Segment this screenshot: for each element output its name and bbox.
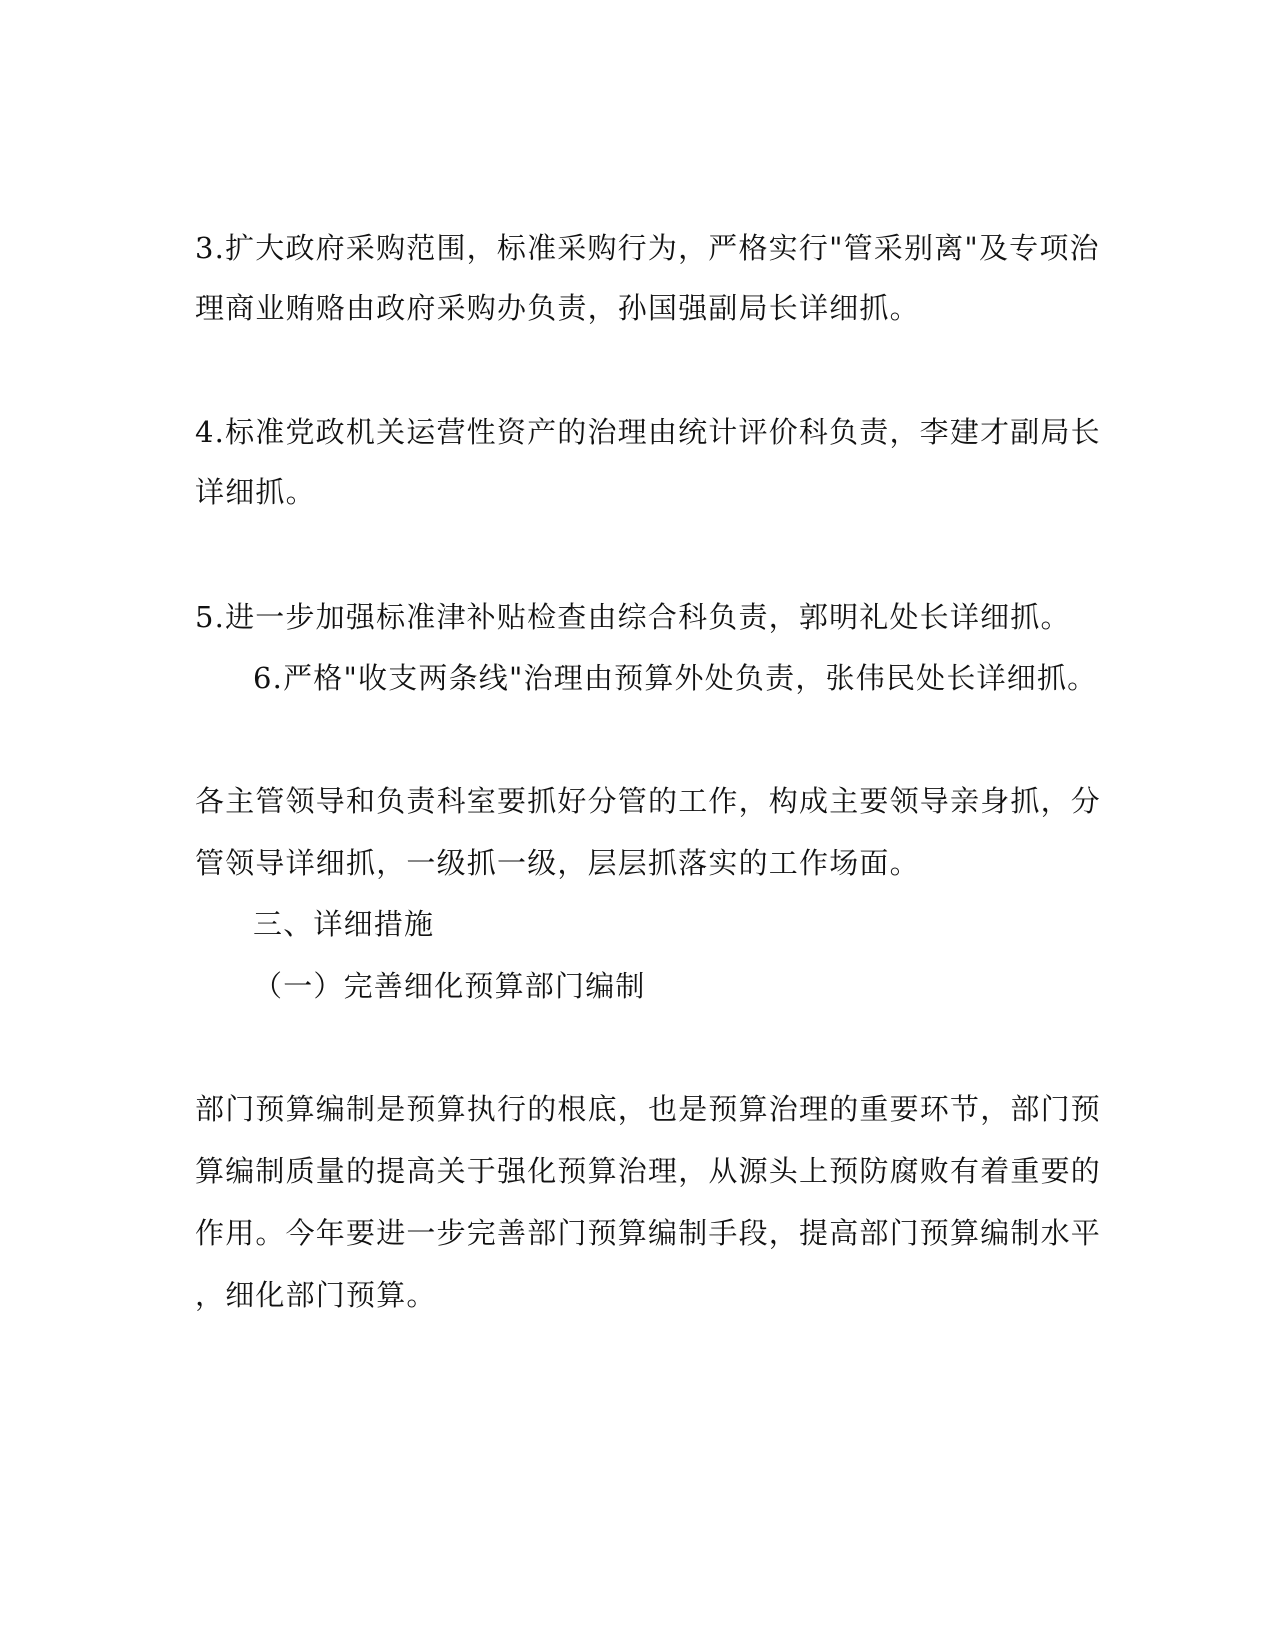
item-4-line-1: 4.标准党政机关运营性资产的治理由统计评价科负责，李建才副局长 bbox=[195, 415, 1101, 449]
item-3-line-2: 理商业贿赂由政府采购办负责，孙国强副局长详细抓。 bbox=[195, 291, 920, 325]
item-5-line: 5.进一步加强标准津补贴检查由综合科负责，郭明礼处长详细抓。 bbox=[195, 600, 1071, 634]
budget-paragraph-line-1: 部门预算编制是预算执行的根底，也是预算治理的重要环节，部门预 bbox=[195, 1092, 1102, 1126]
subsection-1-heading: （一）完善细化预算部门编制 bbox=[253, 969, 646, 1003]
item-4-line-2: 详细抓。 bbox=[195, 475, 316, 509]
leadership-line-1: 各主管领导和负责科室要抓好分管的工作，构成主要领导亲身抓，分 bbox=[195, 784, 1102, 818]
leadership-line-2: 管领导详细抓，一级抓一级，层层抓落实的工作场面。 bbox=[195, 846, 920, 880]
budget-paragraph-line-4: ，细化部门预算。 bbox=[195, 1278, 437, 1312]
budget-paragraph-line-2: 算编制质量的提高关于强化预算治理，从源头上预防腐败有着重要的 bbox=[195, 1154, 1102, 1188]
budget-paragraph-line-3: 作用。今年要进一步完善部门预算编制手段，提高部门预算编制水平 bbox=[195, 1216, 1102, 1250]
section-3-heading: 三、详细措施 bbox=[253, 907, 435, 941]
item-6-line: 6.严格"收支两条线"治理由预算外处负责，张伟民处长详细抓。 bbox=[253, 661, 1098, 695]
item-3-line-1: 3.扩大政府采购范围，标准采购行为，严格实行"管采别离"及专项治 bbox=[195, 231, 1100, 265]
